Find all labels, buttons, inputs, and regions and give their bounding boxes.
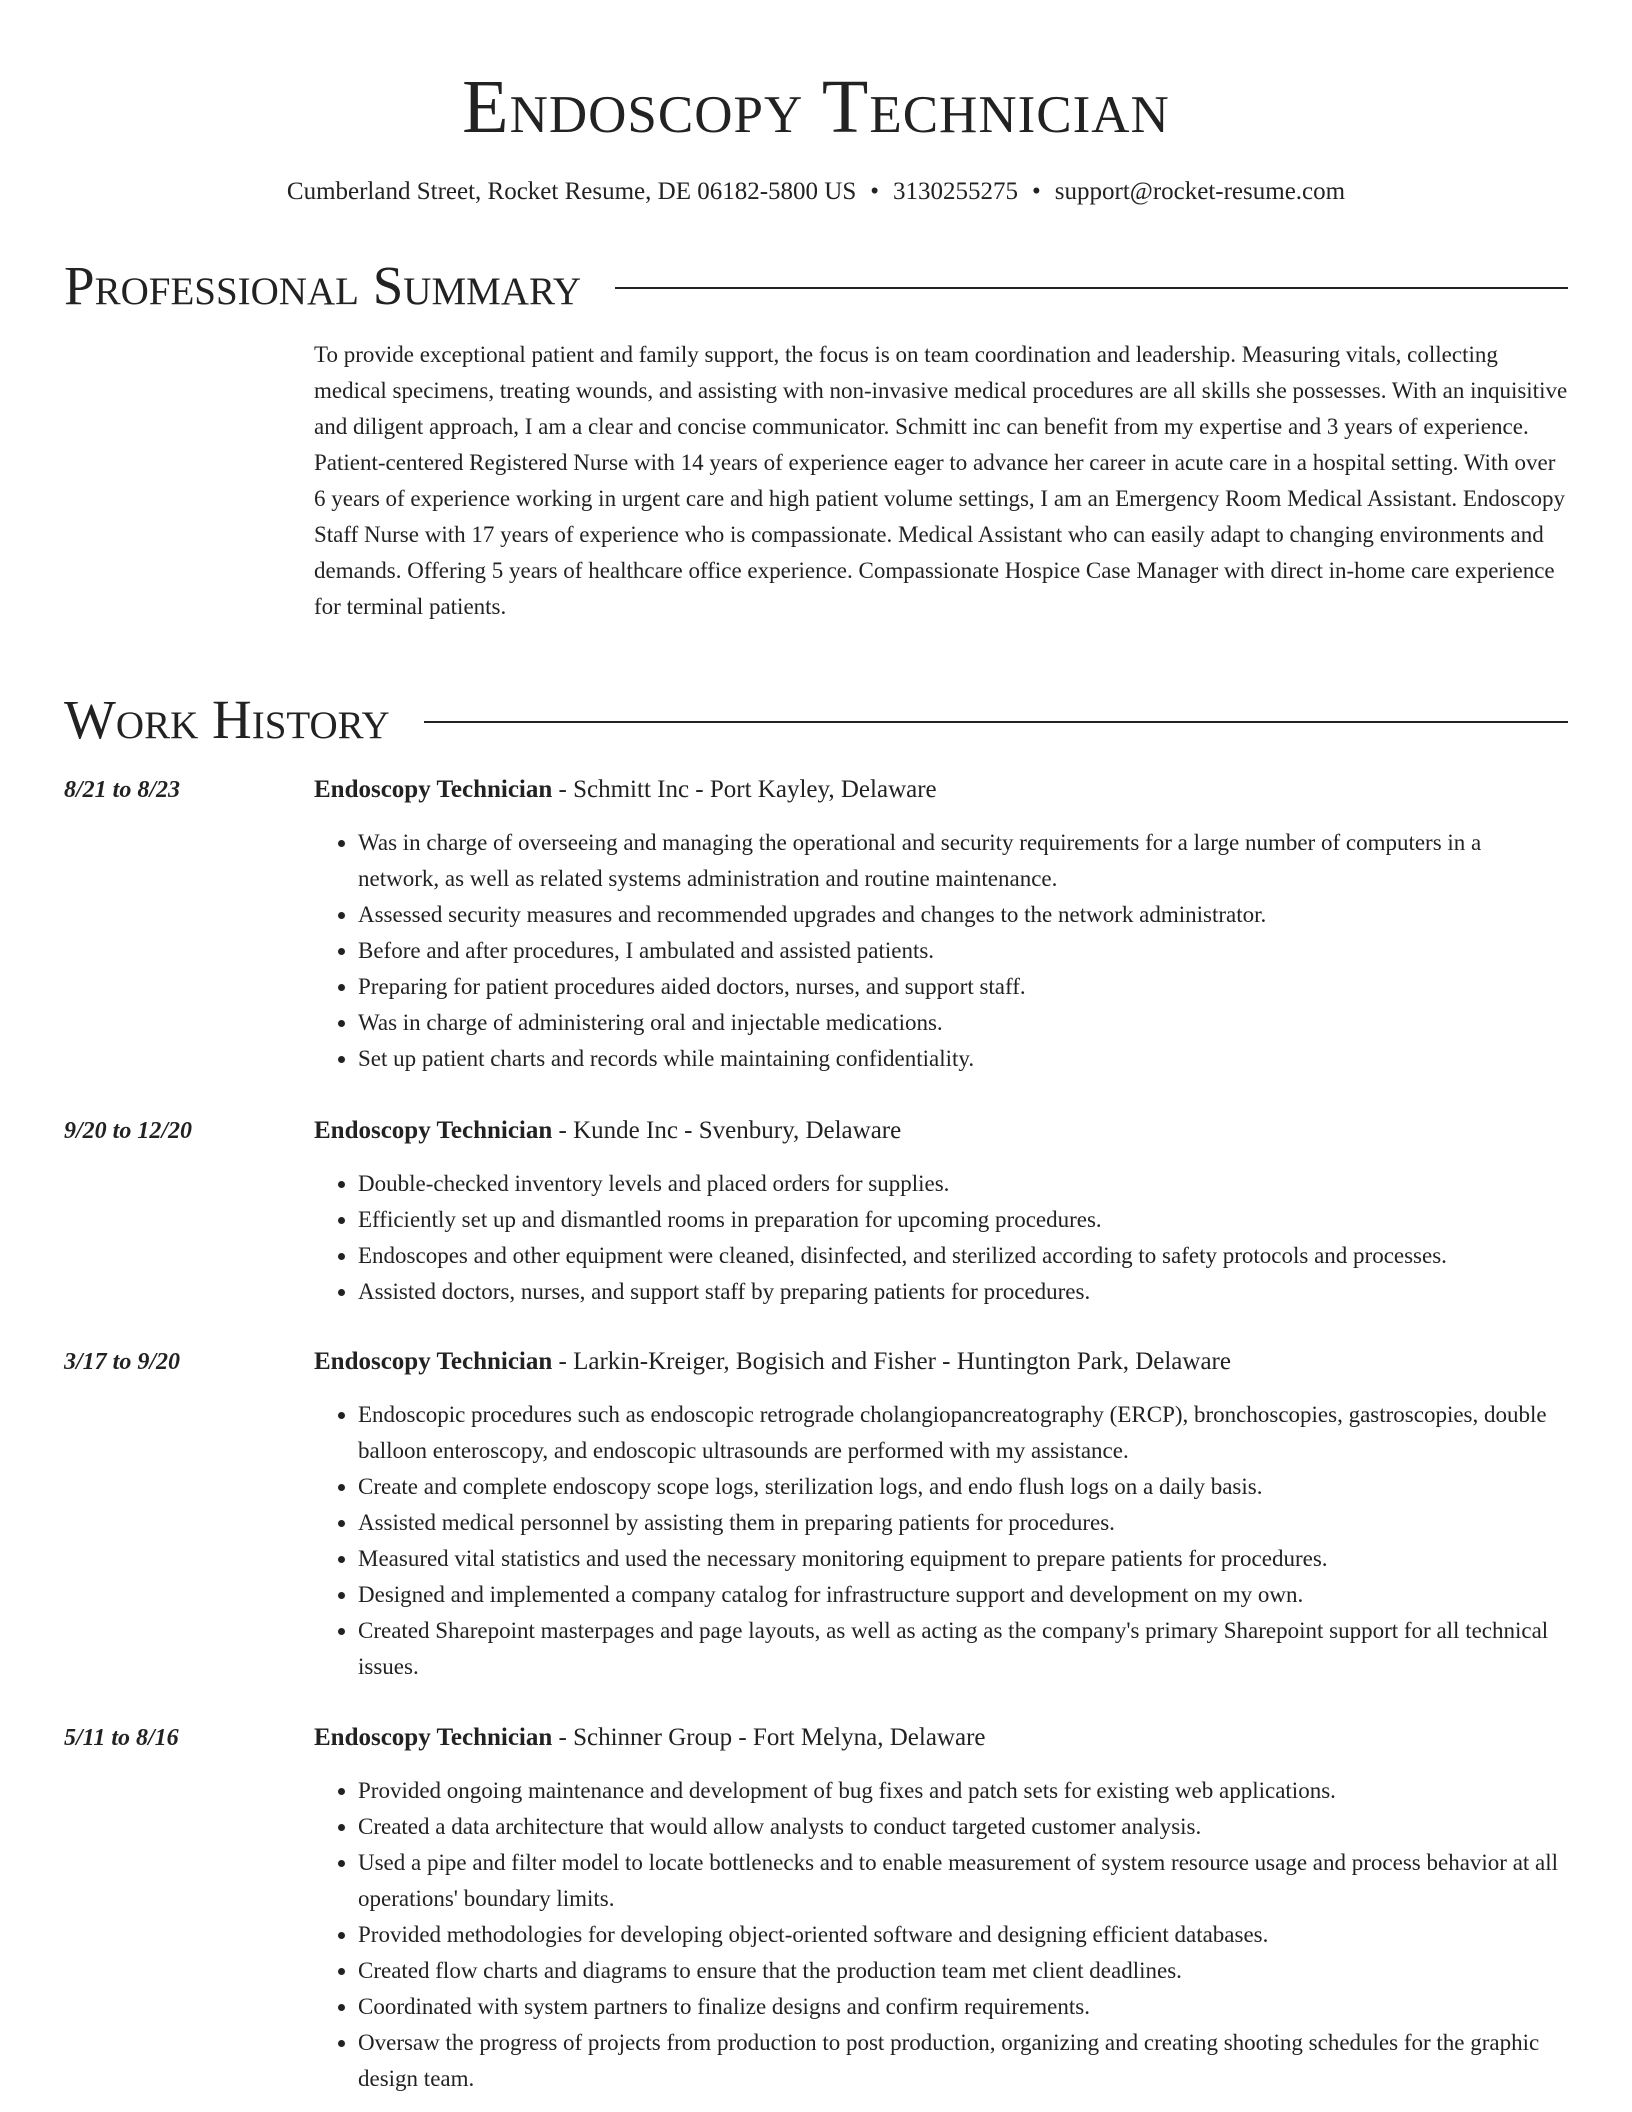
job-date: 3/17 to 9/20 [64, 1349, 181, 1375]
job-bullet-list [314, 825, 1568, 1077]
job-date: 8/21 to 8/23 [64, 777, 181, 803]
job-title: Endoscopy Technician [314, 1348, 553, 1375]
job-heading [314, 1114, 1568, 1148]
section-divider [615, 287, 1568, 289]
job-bullet: • Set up patient charts and records while maintaining confidentiality. [358, 1041, 1568, 1077]
section-divider [424, 721, 1568, 723]
job-bullet: • Coordinated with system partners to finalize designs and confirm requirements. [358, 1989, 1568, 2025]
job-bullet-list [314, 1166, 1568, 1310]
contact-separator: • [870, 178, 880, 205]
job-bullet-list [314, 1773, 1568, 2097]
job-bullet: • Assisted medical personnel by assisting them in preparing patients for procedures. [358, 1505, 1568, 1541]
contact-email: support@rocket-resume.com [1054, 178, 1346, 205]
job-bullet: • Preparing for patient procedures aided doctors, nurses, and support staff. [358, 969, 1568, 1005]
job-title: Endoscopy Technician [314, 1117, 553, 1144]
job-bullet: • Endoscopic procedures such as endoscopic retrograde cholangiopancreatography (ERCP), bronchoscopies, gastroscopies, double balloon enteroscopy, and endoscopic ultrasounds are performed with my assistance. [358, 1397, 1568, 1469]
job-heading [314, 1721, 1568, 1755]
contact-separator: • [1032, 178, 1041, 205]
contact-line [0, 175, 1632, 209]
job-bullet: • Used a pipe and filter model to locate bottlenecks and to enable measurement of system resource usage and process behavior at all operations' boundary limits. [358, 1845, 1568, 1917]
work-section-title: Work History [64, 689, 390, 750]
job-employer-location: - Schinner Group - Fort Melyna, Delaware [552, 1724, 986, 1751]
job-bullet: • Provided methodologies for developing object-oriented software and designing efficient databases. [358, 1917, 1568, 1953]
job-bullet: • Assisted doctors, nurses, and support staff by preparing patients for procedures. [358, 1274, 1568, 1310]
job-bullet: • Designed and implemented a company catalog for infrastructure support and development on my own. [358, 1577, 1568, 1613]
job-employer-location: - Schmitt Inc - Port Kayley, Delaware [552, 776, 937, 803]
job-bullet: • Before and after procedures, I ambulated and assisted patients. [358, 933, 1568, 969]
summary-section-title: Professional Summary [64, 255, 582, 316]
resume-name-heading: Endoscopy Technician [462, 65, 1170, 149]
summary-section-header [64, 254, 1568, 318]
contact-address: Cumberland Street, Rocket Resume, DE 06182-5800 US [286, 178, 857, 205]
job-bullet: • Was in charge of administering oral and injectable medications. [358, 1005, 1568, 1041]
job-heading [314, 1345, 1568, 1379]
job-title: Endoscopy Technician [314, 1724, 553, 1751]
job-bullet: • Provided ongoing maintenance and development of bug fixes and patch sets for existing web applications. [358, 1773, 1568, 1809]
job-bullet: • Efficiently set up and dismantled rooms in preparation for upcoming procedures. [358, 1202, 1568, 1238]
job-bullet: • Create and complete endoscopy scope logs, sterilization logs, and endo flush logs on a daily basis. [358, 1469, 1568, 1505]
job-bullet: • Was in charge of overseeing and managing the operational and security requirements for a large number of computers in a network, as well as related systems administration and routine maintenance. [358, 825, 1568, 897]
work-section-header [64, 688, 1568, 752]
job-date: 9/20 to 12/20 [64, 1118, 193, 1144]
job-bullet: • Created flow charts and diagrams to ensure that the production team met client deadlines. [358, 1953, 1568, 1989]
job-date: 5/11 to 8/16 [64, 1725, 179, 1751]
job-employer-location: - Larkin-Kreiger, Bogisich and Fisher - Huntington Park, Delaware [552, 1348, 1231, 1375]
job-bullet: • Measured vital statistics and used the necessary monitoring equipment to prepare patients for procedures. [358, 1541, 1568, 1577]
job-employer-location: - Kunde Inc - Svenbury, Delaware [552, 1117, 902, 1144]
job-bullet: • Oversaw the progress of projects from production to post production, organizing and creating shooting schedules for the graphic design team. [358, 2025, 1568, 2097]
job-bullet: • Double-checked inventory levels and placed orders for supplies. [358, 1166, 1568, 1202]
contact-phone: 3130255275 [893, 178, 1019, 205]
job-title: Endoscopy Technician [314, 776, 553, 803]
job-bullet: • Assessed security measures and recommended upgrades and changes to the network administrator. [358, 897, 1568, 933]
job-bullet: • Created Sharepoint masterpages and page layouts, as well as acting as the company's primary Sharepoint support for all technical issues. [358, 1613, 1568, 1685]
job-heading [314, 773, 1568, 807]
summary-paragraph: To provide exceptional patient and family support, the focus is on team coordination and leadership. Measuring vitals, collecting medical specimens, treating wounds, and assisting with non-invasive medical procedures are all skills she possesses. With an inquisitive and diligent approach, I am a clear and concise communicator. Schmitt inc can benefit from my expertise and 3 years of experience. Patient-centered Registered Nurse with 14 years of experience eager to advance her career in acute care in a hospital setting. With over 6 years of experience working in urgent care and high patient volume settings, I am an Emergency Room Medical Assistant. Endoscopy Staff Nurse with 17 years of experience who is compassionate. Medical Assistant who can easily adapt to changing environments and demands. Offering 5 years of healthcare office experience. Compassionate Hospice Case Manager with direct in-home care experience for terminal patients. [314, 342, 1568, 619]
job-bullet: • Created a data architecture that would allow analysts to conduct targeted customer analysis. [358, 1809, 1568, 1845]
job-bullet-list [314, 1397, 1568, 1685]
job-bullet: • Endoscopes and other equipment were cleaned, disinfected, and sterilized according to safety protocols and processes. [358, 1238, 1568, 1274]
